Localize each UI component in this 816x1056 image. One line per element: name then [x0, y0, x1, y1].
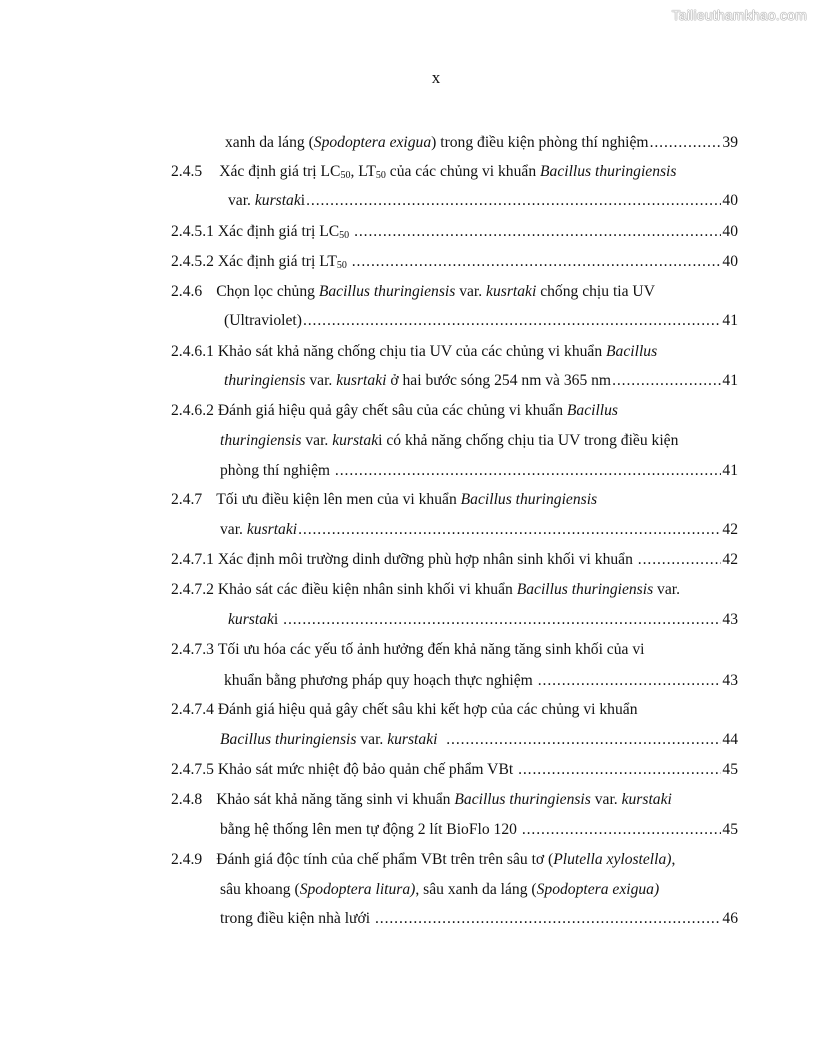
toc-line	[228, 189, 738, 213]
toc-line	[171, 160, 728, 184]
toc-line	[171, 638, 697, 662]
title-text: (Ultraviolet)	[224, 312, 302, 329]
toc-line	[171, 848, 727, 872]
toc-entry-text	[171, 491, 597, 508]
toc-entry-text	[171, 163, 676, 180]
toc-page-number: 41	[722, 372, 738, 389]
toc-line	[171, 788, 727, 812]
toc-entry-text	[171, 758, 517, 782]
toc-entry-text	[171, 283, 655, 300]
title-text: var.	[356, 731, 388, 748]
toc-page-number: 41	[722, 462, 738, 479]
title-text: Xác định môi trường dinh dưỡng phù hợp nhân sinh khối vi khuẩn	[217, 551, 637, 568]
title-text: ) trong điều kiện phòng thí nghiệm	[431, 134, 649, 151]
italic-term: kurstaki	[387, 731, 438, 748]
subscript: 50	[339, 230, 350, 241]
italic-term: thuringiensis	[220, 432, 302, 449]
title-text: var.	[455, 283, 487, 300]
dot-leader	[335, 459, 721, 483]
dot-leader	[298, 518, 721, 542]
toc-entry-text	[171, 343, 657, 360]
italic-term: thuringiensis	[224, 372, 306, 389]
toc-page-number: 41	[722, 312, 738, 329]
toc-entry-text	[224, 369, 611, 393]
section-number: 2.4.5.2	[171, 253, 214, 270]
title-text: Đánh giá độc tính của chế phẩm VBt trên trên sâu tơ (	[216, 851, 554, 868]
title-text: var.	[228, 192, 255, 209]
toc-line	[224, 669, 738, 693]
dot-leader	[612, 369, 721, 393]
toc-line	[220, 907, 738, 931]
toc-entry-text	[224, 309, 302, 333]
toc-line	[171, 548, 738, 572]
title-text: Tối ưu hóa các yếu tố ảnh hưởng đến khả năng tăng sinh khối của vi	[217, 641, 645, 658]
title-text: i	[273, 611, 283, 628]
section-number: 2.4.6.1	[171, 343, 214, 360]
toc-line	[171, 399, 668, 423]
italic-term: Bacillus thuringiensis	[540, 163, 677, 180]
dot-leader	[283, 608, 721, 632]
section-number: 2.4.7	[171, 491, 203, 508]
toc-entry-text	[171, 791, 672, 808]
toc-page-number: 39	[722, 134, 738, 151]
title-text: sâu khoang (	[220, 881, 300, 898]
section-number: 2.4.9	[171, 851, 203, 868]
toc-entry-text	[171, 701, 638, 718]
title-text: Khảo sát mức nhiệt độ bảo quản chế phẩm VBt	[217, 761, 518, 778]
italic-term: Spodoptera exigua	[313, 134, 432, 151]
page-number: x	[431, 68, 441, 87]
title-text	[349, 223, 353, 240]
toc-line	[220, 518, 738, 542]
title-text: var.	[220, 521, 247, 538]
toc-line	[171, 578, 740, 602]
toc-line	[224, 369, 738, 393]
italic-term: kurstak	[228, 611, 274, 628]
toc-line	[171, 250, 738, 274]
title-text: ,	[671, 851, 676, 868]
dot-leader	[306, 189, 721, 213]
toc-page-number: 42	[722, 551, 738, 568]
toc-entry-text	[220, 518, 297, 542]
toc-page-number: 43	[722, 672, 738, 689]
toc-line	[220, 728, 738, 752]
italic-term: Bacillus thuringiensis	[454, 791, 591, 808]
title-text: Chọn lọc chủng	[216, 283, 319, 300]
section-number: 2.4.5	[171, 163, 203, 180]
title-text: var.	[590, 791, 622, 808]
toc-line	[171, 280, 712, 304]
title-text: Khảo sát khả năng tăng sinh vi khuẩn	[216, 791, 455, 808]
toc-entry-text	[171, 402, 618, 419]
section-number: 2.4.6	[171, 283, 203, 300]
toc-line	[220, 878, 708, 902]
toc-line	[171, 698, 689, 722]
toc-entry-text	[220, 881, 659, 898]
toc-page-number: 40	[722, 253, 738, 270]
dot-leader	[518, 758, 721, 782]
toc-entry-text	[220, 818, 521, 842]
dot-leader	[375, 907, 721, 931]
toc-entry-text	[171, 641, 644, 658]
toc-entry-text	[225, 131, 649, 155]
dot-leader	[303, 309, 721, 333]
title-text: của các chủng vi khuẩn	[385, 163, 541, 180]
italic-term: kurstak	[254, 192, 301, 209]
italic-term: kurstak	[332, 432, 379, 449]
toc-entry-text	[220, 459, 334, 483]
section-number: 2.4.7.3	[171, 641, 214, 658]
italic-term: Bacillus thuringiensis	[318, 283, 456, 300]
section-number: 2.4.7.2	[171, 581, 214, 598]
toc-line	[220, 429, 731, 453]
dot-leader	[522, 818, 722, 842]
toc-entry-text	[171, 581, 680, 598]
dot-leader	[354, 220, 721, 244]
toc-page-number: 40	[722, 223, 738, 240]
toc-line	[225, 131, 738, 155]
title-text: xanh da láng (	[225, 134, 314, 151]
section-number: 2.4.7.4	[171, 701, 214, 718]
italic-term: Spodoptera litura)	[299, 881, 416, 898]
toc-line	[171, 220, 738, 244]
toc-entry-text	[171, 851, 675, 868]
italic-term: Bacillus thuringiensis	[516, 581, 654, 598]
watermark: Tailieuthamkhao.com	[671, 7, 807, 23]
toc-entry-text	[220, 728, 445, 752]
title-text: var.	[653, 581, 681, 598]
toc-line	[228, 608, 738, 632]
toc-line	[224, 309, 738, 333]
toc-page-number: 45	[722, 821, 738, 838]
dot-leader	[538, 669, 722, 693]
toc-page-number: 44	[722, 731, 738, 748]
toc-line	[220, 818, 738, 842]
dot-leader	[446, 728, 721, 752]
title-text: i	[300, 192, 306, 209]
italic-term: kurstaki	[621, 791, 672, 808]
toc-line	[171, 488, 642, 512]
dot-leader	[650, 131, 722, 155]
title-text: , sâu xanh da láng (	[415, 881, 537, 898]
title-text: phòng thí nghiệm	[220, 462, 334, 479]
italic-term: kusrtaki	[486, 283, 537, 300]
title-text	[437, 731, 445, 748]
italic-term: Bacillus thuringiensis	[220, 731, 357, 748]
title-text: , LT	[350, 163, 376, 180]
title-text: chống chịu tia UV	[536, 283, 655, 300]
italic-term: kusrtaki	[246, 521, 298, 538]
toc-page-number: 40	[722, 192, 738, 209]
title-text: Đánh giá hiệu quả gây chết sâu của các chủng vi khuẩn	[217, 402, 567, 419]
toc-entry-text	[171, 250, 351, 274]
subscript: 50	[340, 170, 351, 181]
italic-term: Bacillus thuringiensis	[460, 491, 598, 508]
toc-entry-text	[171, 548, 637, 572]
section-number: 2.4.6.2	[171, 402, 214, 419]
title-text: Tối ưu điều kiện lên men của vi khuẩn	[216, 491, 461, 508]
title-text: var.	[305, 372, 337, 389]
title-text: ở hai bước sóng 254 nm và 365 nm	[386, 372, 612, 389]
title-text: Xác định giá trị LT	[217, 253, 337, 270]
title-text: i có khả năng chống chịu tia UV trong điều kiện	[378, 432, 679, 449]
italic-term: kusrtaki	[336, 372, 387, 389]
toc-page-number: 45	[722, 761, 738, 778]
section-number: 2.4.7.5	[171, 761, 214, 778]
subscript: 50	[336, 260, 347, 271]
dot-leader	[638, 548, 722, 572]
italic-term: Spodoptera exigua)	[536, 881, 660, 898]
dot-leader	[352, 250, 722, 274]
title-text: Khảo sát khả năng chống chịu tia UV của các chủng vi khuẩn	[217, 343, 607, 360]
toc-entry-text	[228, 608, 282, 632]
title-text: Đánh giá hiệu quả gây chết sâu khi kết hợp của các chủng vi khuẩn	[217, 701, 638, 718]
toc-page-number: 43	[722, 611, 738, 628]
section-number: 2.4.7.1	[171, 551, 214, 568]
title-text: Khảo sát các điều kiện nhân sinh khối vi khuẩn	[217, 581, 517, 598]
toc-line	[220, 459, 738, 483]
title-text: Xác định giá trị LC	[217, 223, 340, 240]
italic-term: Plutella xylostella)	[553, 851, 672, 868]
section-number: 2.4.5.1	[171, 223, 214, 240]
toc-page-number: 46	[722, 910, 738, 927]
toc-page-number: 42	[722, 521, 738, 538]
subscript: 50	[375, 170, 386, 181]
title-text	[347, 253, 351, 270]
section-number: 2.4.8	[171, 791, 203, 808]
toc-entry-text	[228, 189, 305, 213]
title-text: khuẩn bằng phương pháp quy hoạch thực nghiệm	[224, 672, 537, 689]
toc-entry-text	[171, 220, 353, 244]
title-text: trong điều kiện nhà lưới	[220, 910, 374, 927]
title-text: Xác định giá trị LC	[219, 163, 341, 180]
toc-line	[171, 758, 738, 782]
toc-entry-text	[220, 907, 374, 931]
italic-term: Bacillus	[566, 402, 618, 419]
title-text: bằng hệ thống lên men tự động 2 lít BioFlo 120	[220, 821, 521, 838]
toc-entry-text	[220, 432, 678, 449]
italic-term: Bacillus	[606, 343, 658, 360]
toc-line	[171, 340, 712, 364]
toc-entry-text	[224, 669, 537, 693]
title-text: var.	[301, 432, 333, 449]
